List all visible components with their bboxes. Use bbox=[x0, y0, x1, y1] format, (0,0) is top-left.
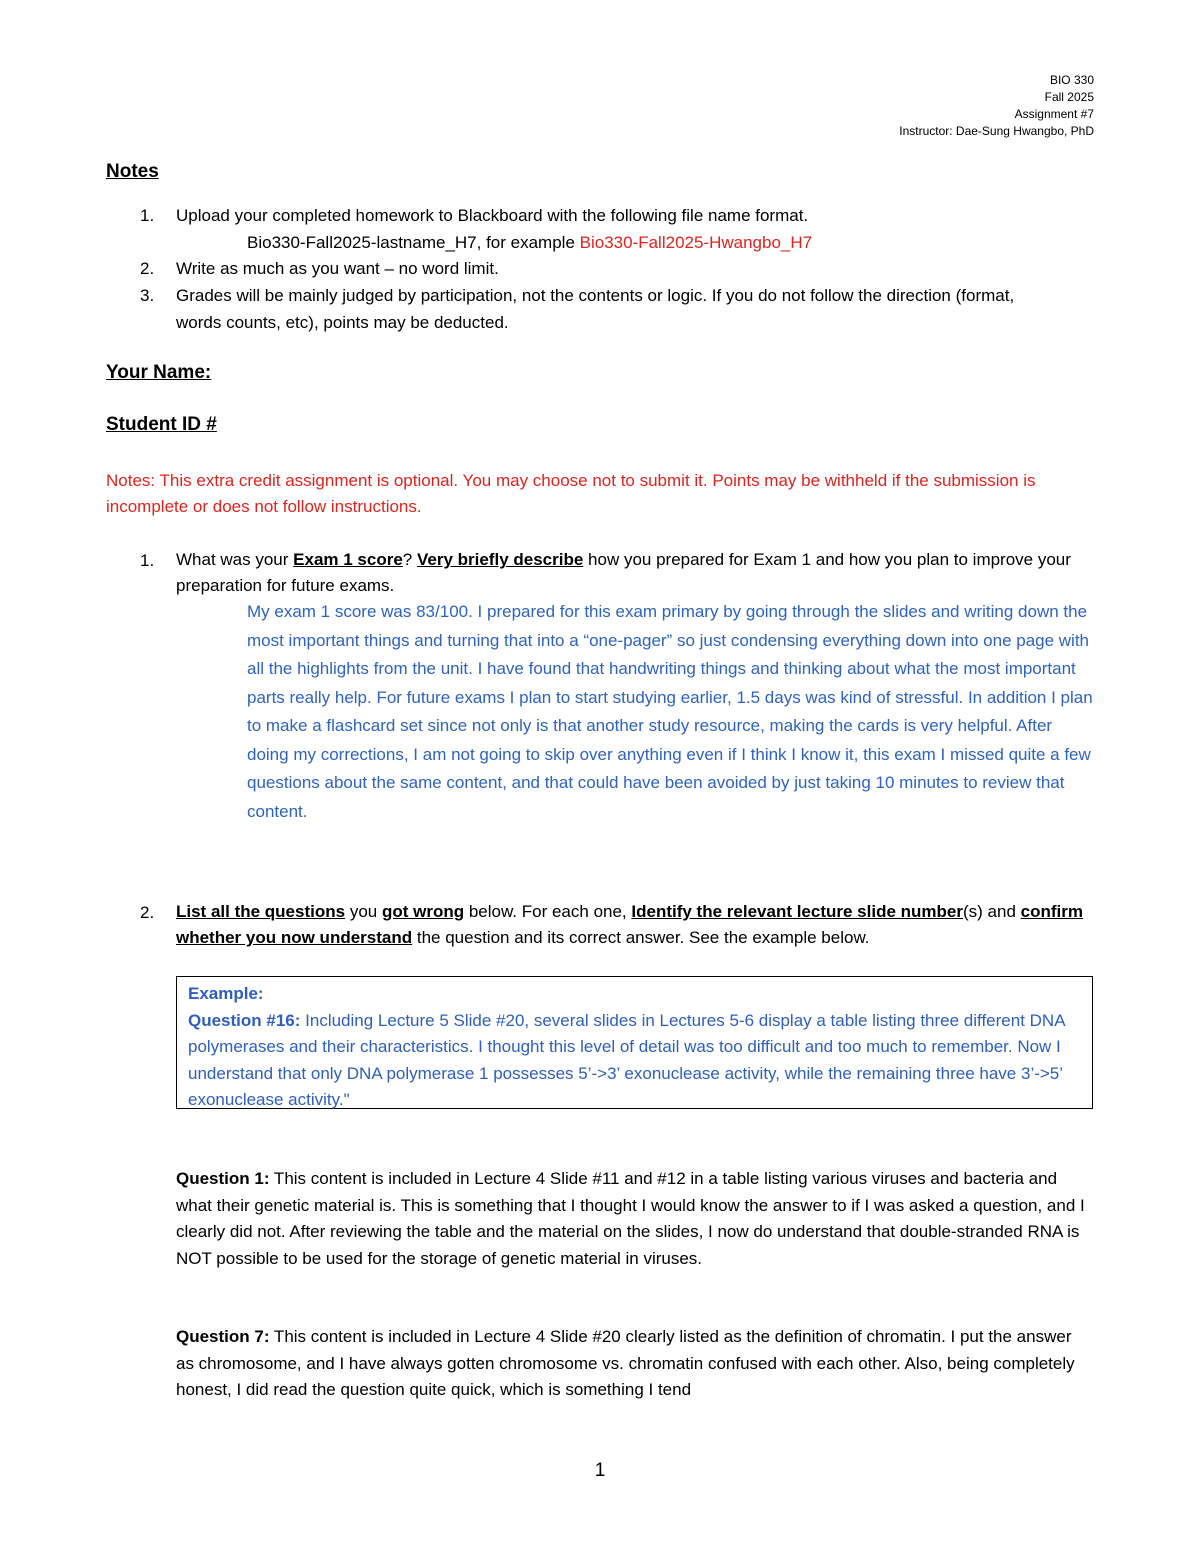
list-number: 1. bbox=[140, 551, 155, 570]
q1-pre: What was your bbox=[176, 550, 294, 569]
example-label: Example: bbox=[188, 984, 264, 1003]
answer-question-7 bbox=[176, 1324, 1091, 1404]
example-box bbox=[176, 976, 1093, 1109]
answer-text: This content is included in Lecture 4 Slide #20 clearly listed as the definition of chromatin. I put the answer as chromosome, and I have always gotten chromosome vs. chromatin confused with each other. Also, being completely honest, I did read the question quite quick, which is something I tend bbox=[176, 1327, 1075, 1399]
list-number: 3. bbox=[140, 286, 155, 305]
q2-t4: the question and its correct answer. See the example below. bbox=[412, 928, 870, 947]
slide-number-emphasis: Identify the relevant lecture slide number bbox=[631, 902, 963, 921]
question-1-answer: My exam 1 score was 83/100. I prepared for this exam primary by going through the slides and writing down the most important things and turning that into a “one-pager” so just condensing everything down into one page with all the highlights from the unit. I have found that handwriting things and thinking about what the most important parts really help. For future exams I plan to start studying earlier, 1.5 days was kind of stressful. In addition I plan to make a flashcard set since not only is that another study resource, making the cards is very helpful. After doing my corrections, I am not going to skip over anything even if I think I know it, this exam I missed quite a few questions about the same content, and that could have been avoided by just taking 10 minutes to review that content. bbox=[247, 602, 1093, 821]
q1-mid: ? bbox=[402, 550, 417, 569]
example-text bbox=[188, 1008, 1082, 1114]
your-name-label: Your Name: bbox=[106, 362, 212, 383]
extra-credit-notice: Notes: This extra credit assignment is optional. You may choose not to submit it. Points may be withheld if the submission is incomplete or does not follow instructions. bbox=[106, 471, 1036, 516]
answer-question-1 bbox=[176, 1166, 1091, 1272]
course-code: BIO 330 bbox=[1049, 73, 1094, 87]
notes-heading: Notes bbox=[106, 161, 159, 182]
example-question-text: Including Lecture 5 Slide #20, several slides in Lectures 5-6 display a table listing three different DNA polymerases and their characteristics. I thought this level of detail was too difficult and too much to remember. Now I understand that only DNA polymerase 1 possesses 5’->3’ exonuclease activity, while the remaining three have 3’->5’ exonuclease activity." bbox=[188, 1010, 1065, 1109]
example-question-label: Question #16: bbox=[188, 1010, 301, 1030]
answer-label: Question 7: bbox=[176, 1327, 270, 1346]
student-id-label: Student ID # bbox=[106, 414, 217, 435]
describe-emphasis: Very briefly describe bbox=[416, 550, 584, 569]
list-text: Upload your completed homework to Blackboard with the following file name format. bbox=[176, 206, 809, 225]
q2-t1: you bbox=[345, 902, 382, 921]
got-wrong-emphasis: got wrong bbox=[381, 902, 465, 921]
document-header bbox=[899, 72, 1094, 140]
q2-t2: below. For each one, bbox=[464, 902, 632, 921]
question-2-text bbox=[176, 899, 1096, 951]
instructor-name: Instructor: Dae-Sung Hwangbo, PhD bbox=[899, 124, 1094, 138]
page-number: 1 bbox=[594, 1460, 606, 1481]
term: Fall 2025 bbox=[1044, 90, 1094, 104]
confirm-emphasis: confirm whether you now understand bbox=[176, 902, 1083, 947]
list-questions-emphasis: List all the questions bbox=[176, 902, 346, 921]
exam-score-emphasis: Exam 1 score bbox=[293, 550, 403, 569]
format-example: Bio330-Fall2025-Hwangbo_H7 bbox=[579, 233, 813, 252]
q2-t3: (s) and bbox=[962, 902, 1021, 921]
assignment-number: Assignment #7 bbox=[1014, 107, 1094, 121]
list-text: Grades will be mainly judged by participation, not the contents or logic. If you do not follow the direction (format, words counts, etc), points may be deducted. bbox=[176, 286, 1015, 332]
list-text: Write as much as you want – no word limit. bbox=[176, 259, 499, 278]
list-number: 1. bbox=[140, 206, 155, 225]
format-text: Bio330-Fall2025-lastname_H7, for example bbox=[247, 233, 580, 252]
q1-post: how you prepared for Exam 1 and how you plan to improve your preparation for future exams. bbox=[176, 550, 1071, 595]
answer-label: Question 1: bbox=[176, 1169, 270, 1188]
question-1-text bbox=[176, 547, 1086, 599]
notes-item-format bbox=[247, 229, 812, 256]
list-number: 2. bbox=[140, 259, 155, 278]
list-number: 2. bbox=[140, 903, 155, 922]
answer-text: This content is included in Lecture 4 Slide #11 and #12 in a table listing various viruses and bacteria and what their genetic material is. This is something that I thought I would know the answer to if I was asked a question, and I clearly did not. After reviewing the table and the material on the slides, I now do understand that double-stranded RNA is NOT possible to be used for the storage of genetic material in viruses. bbox=[176, 1169, 1085, 1268]
